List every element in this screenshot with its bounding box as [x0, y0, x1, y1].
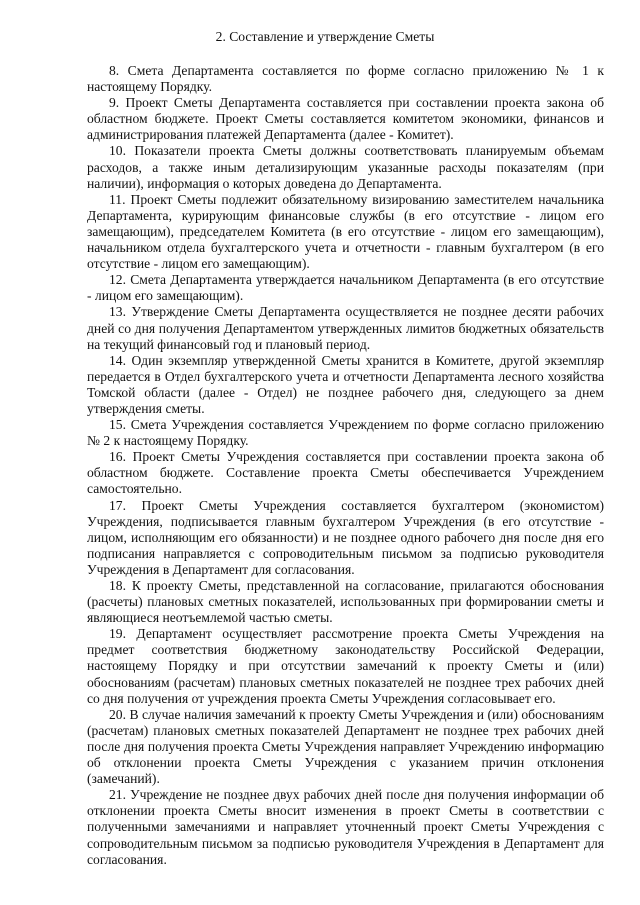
- clause-9: 9. Проект Сметы Департамента составляется при составлении проекта закона об областном бюджете. Проект Сметы составляется комитетом экономики, финансов и администрирования платежей Департамента (далее - Комитет).: [87, 95, 604, 143]
- section-title: 2. Составление и утверждение Сметы: [215, 29, 435, 44]
- clause-10: 10. Показатели проекта Сметы должны соответствовать планируемым объемам расходов, а также иным детализирующим указанные расходы показателям (при наличии), информация о которых доведена до Департамента.: [87, 143, 604, 191]
- clause-14: 14. Один экземпляр утвержденной Сметы хранится в Комитете, другой экземпляр передается в Отдел бухгалтерского учета и отчетности Департамента лесного хозяйства Томской области (далее - Отдел) не позднее рабочего дня, следующего за днем утверждения сметы.: [87, 352, 604, 416]
- clause-19: 19. Департамент осуществляет рассмотрение проекта Сметы Учреждения на предмет соответствия бюджетному законодательству Российской Федерации, настоящему Порядку и при отсутствии замечаний к проекту Сметы и (или) обоснованиям (расчетам) плановых сметных показателей не позднее трех рабочих дней со дня получения от учреждения проекта Сметы Учреждения согласовывает его.: [87, 626, 604, 706]
- clause-21: 21. Учреждение не позднее двух рабочих дней после дня получения информации об отклонении проекта Сметы вносит изменения в проект Сметы в соответствии с полученными замечаниями и направляет уточненный проект Сметы Учреждения с сопроводительным письмом за подписью руководителя Учреждения в Департамент для согласования.: [87, 787, 604, 867]
- clause-20: 20. В случае наличия замечаний к проекту Сметы Учреждения и (или) обоснованиям (расчетам) плановых сметных показателей Департамент не позднее трех рабочих дней после дня получения проекта Сметы Учреждения направляет Учреждению информацию об отклонении проекта Сметы Учреждения с указанием причин отклонения (замечаний).: [87, 706, 604, 787]
- clause-11: 11. Проект Сметы подлежит обязательному визированию заместителем начальника Департамента, курирующим финансовые службы (в его отсутствие - лицом его замещающим), председателем Комитета (в его отсутствие - лицом его замещающим), начальником отдела бухгалтерского учета и отчетности - главным бухгалтером (в его отсутствие - лицом его замещающим).: [87, 191, 604, 272]
- clause-13: 13. Утверждение Сметы Департамента осуществляется не позднее десяти рабочих дней со дня получения Департаментом утвержденных лимитов бюджетных обязательств на текущий финансовый год и плановый период.: [87, 304, 604, 352]
- clause-8: 8. Смета Департамента составляется по форме согласно приложению № 1 к настоящему Порядку.: [87, 63, 604, 95]
- clause-16: 16. Проект Сметы Учреждения составляется при составлении проекта закона об областном бюджете. Составление проекта Сметы обеспечивается Учреждением самостоятельно.: [87, 449, 604, 497]
- clause-12: 12. Смета Департамента утверждается начальником Департамента (в его отсутствие - лицом его замещающим).: [87, 272, 604, 304]
- clause-18: 18. К проекту Сметы, представленной на согласование, прилагаются обоснования (расчеты) плановых сметных показателей, использованных при формировании сметы и являющиеся неотъемлемой частью сметы.: [87, 578, 604, 626]
- clause-17: 17. Проект Сметы Учреждения составляется бухгалтером (экономистом) Учреждения, подписывается главным бухгалтером Учреждения (в его отсутствие - лицом, исполняющим его обязанности) и не позднее одного рабочего дня после дня его подписания направляется с сопроводительным письмом за подписью руководителя Учреждения в Департамент для согласования.: [87, 497, 604, 577]
- clause-15: 15. Смета Учреждения составляется Учреждением по форме согласно приложению № 2 к настоящему Порядку.: [87, 417, 604, 449]
